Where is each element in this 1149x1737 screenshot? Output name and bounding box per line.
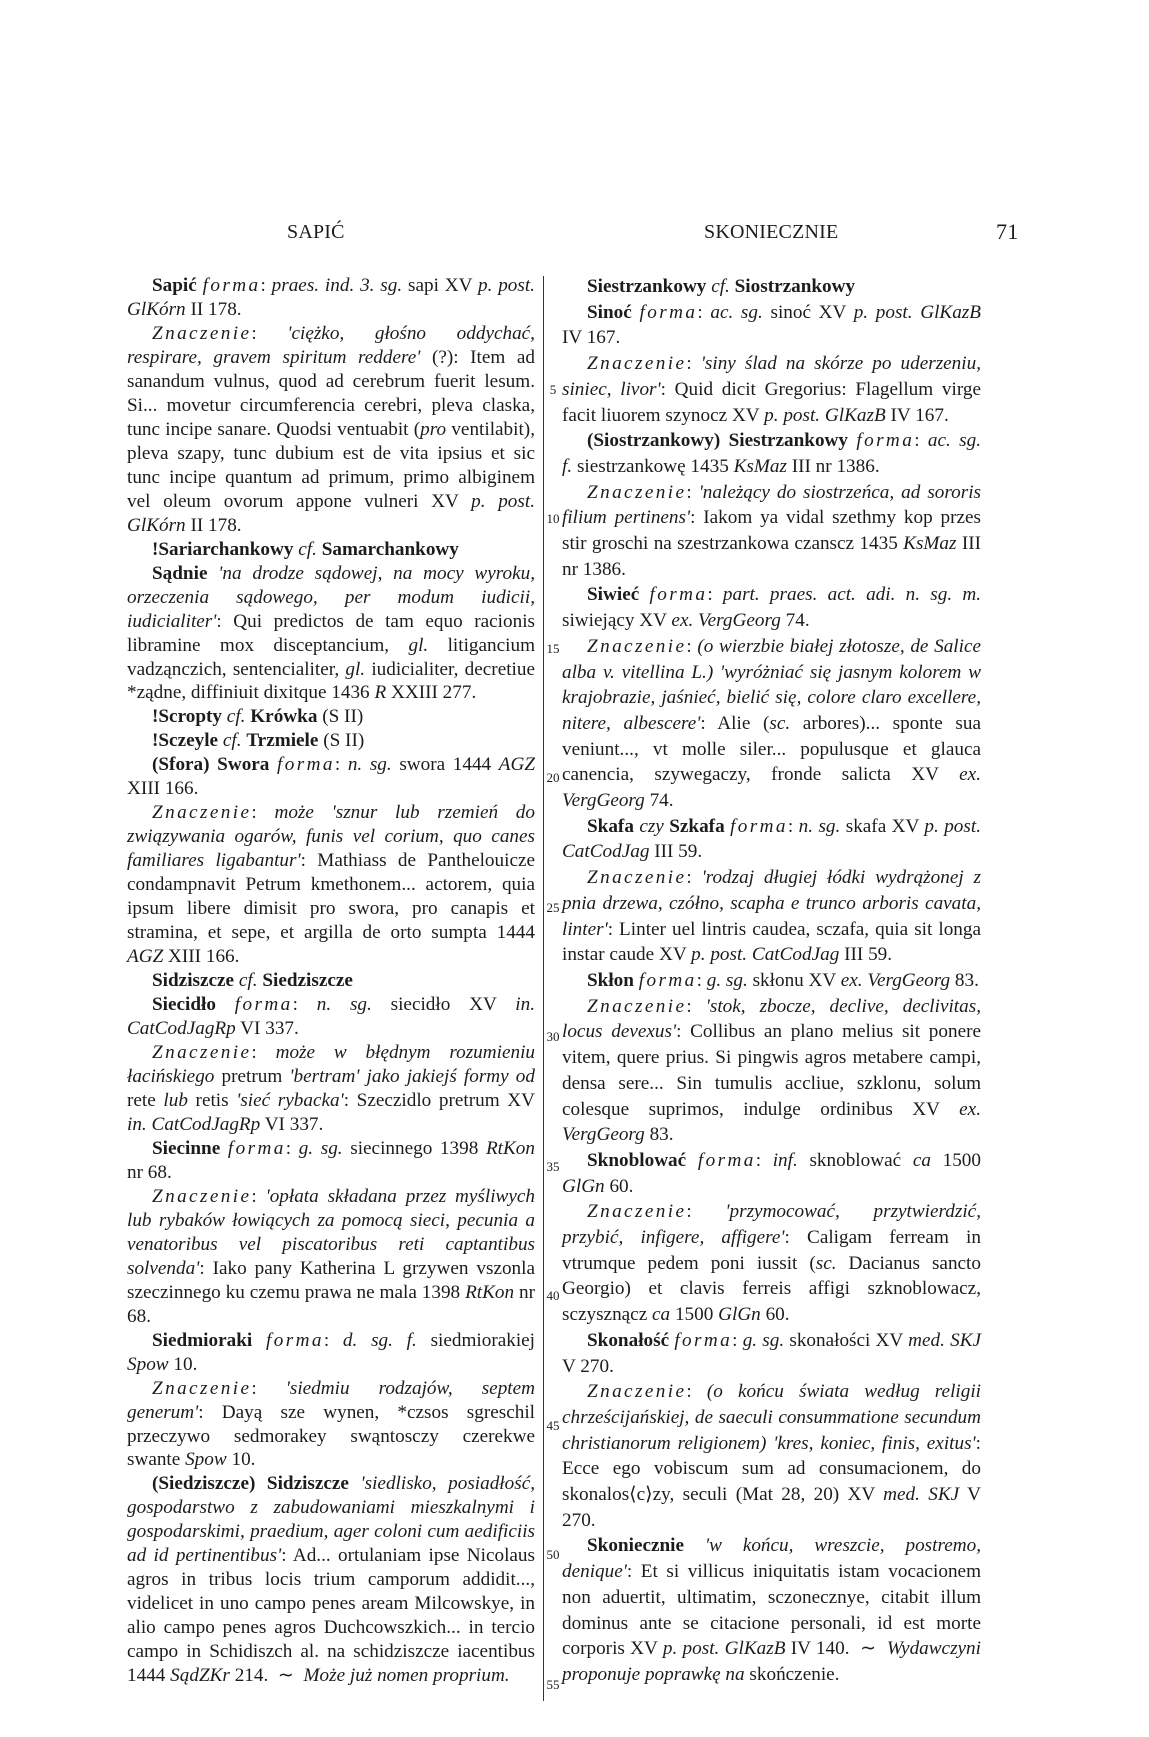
dictionary-entry: !Scropty cf. Krówka (S II): [152, 706, 364, 728]
dictionary-entry: (Siostrzankowy) Siestrzankowy forma: ac. sg. f. siestrzankowę 1435 KsMaz III nr 1386.: [562, 430, 981, 477]
line-number: 25: [546, 899, 560, 915]
dictionary-entry: !Sczeyle cf. Trzmiele (S II): [152, 730, 365, 752]
line-number: 20: [546, 770, 560, 786]
right-column: [562, 274, 981, 1688]
dictionary-entry: Sądnie 'na drodze sądowej, na mocy wyroku, orzeczenia sądowego, per modum iudicii, iudicialiter': Qui predictos de tam equo racionis libramine mox disceptancium, gl. litigancium vadząnczich, sentencialiter, gl. iudicialiter, decretiue *ządne, diffiniuit dixitque 1436 R XXIII 277.: [127, 562, 535, 704]
line-number: 55: [546, 1676, 560, 1692]
entry-meaning: Znaczenie: 'siedmiu rodzajów, septem generum': Dayą sze wynen, *czsos sgreschil przeczywo sedmorakey swąntosczy czerekwe swante Spow 10.: [127, 1377, 535, 1471]
dictionary-entry: Siestrzankowy cf. Siostrzankowy: [587, 276, 856, 297]
entry-meaning: Znaczenie: może 'sznur lub rzemień do związywania ogarów, funis vel corium, quo canes familiares ligabantur': Mathiass de Panthelouicze condampnavit Petrum kmethonem... actorem, quia ipsum libere dimisit pro swora, pro canapis et stramina, et sepe, et argilla de orto sumpta 1444 AGZ XIII 166.: [127, 802, 535, 968]
dictionary-entry: Skłon forma: g. sg. skłonu XV ex. VergGeorg 83.: [587, 969, 979, 991]
left-column: [127, 274, 535, 1688]
line-number: 15: [546, 640, 560, 656]
column-divider: [543, 276, 544, 1701]
dictionary-entry: Sidziszcze cf. Siedziszcze: [152, 970, 353, 992]
entry-meaning: Znaczenie: 'siny ślad na skórze po uderzeniu, siniec, livor': Quid dicit Gregorius: Flagellum virge facit liuorem szynocz XV p. post. GlKazB IV 167.: [562, 353, 981, 426]
dictionary-entry: (Sfora) Swora forma: n. sg. swora 1444 AGZ XIII 166.: [127, 754, 536, 800]
entry-meaning: Znaczenie: 'należący do siostrzeńca, ad sororis filium pertinens': Iakom ya vidal szethmy kop przes stir groschi na szestrzankowa czanscz 1435 KsMaz III nr 1386.: [562, 481, 981, 580]
entry-meaning: Znaczenie: może w błędnym rozumieniu łacińskiego pretrum 'bertram' jako jakiejś formy od rete lub retis 'sieć rybacka': Szeczidlo pretrum XV in. CatCodJagRp VI 337.: [127, 1042, 535, 1135]
line-number: 45: [546, 1417, 560, 1433]
line-number: 30: [546, 1029, 560, 1045]
dictionary-entry: (Siedziszcze) Sidziszcze 'siedlisko, posiadłość, gospodarstwo z zabudowaniami mieszkalnymi i gospodarskimi, praedium, ager coloni cum aedificiis ad id pertinentibus': Ad... ortulaniam ipse Nicolaus agros in tribus locis trium camporum addidit..., videlicet in uno campo penes aream Milcowskye, in alio campo penes agros Duchcowszkich... in tercio campo in Schidiszch al. na schidziszcze iacentibus 1444 SądZKr 214. ∼ Może już nomen proprium.: [127, 1473, 536, 1687]
line-number: 10: [546, 511, 560, 527]
entry-meaning: Znaczenie: 'przymocować, przytwierdzić, przybić, infigere, affigere': Caligam ferream in vtrumque pedem poni iussit (sc. Dacianus sancto Georgio) et clavis ferreis affigi szknoblowacz, sczysznącz ca 1500 GlGn 60.: [562, 1201, 981, 1326]
dictionary-entry: Siedmioraki forma: d. sg. f. siedmiorakiej Spow 10.: [127, 1329, 536, 1375]
dictionary-entry: Skonałość forma: g. sg. skonałości XV med. SKJ V 270.: [562, 1329, 982, 1377]
dictionary-entry: Skafa czy Szkafa forma: n. sg. skafa XV p. post. CatCodJag III 59.: [562, 815, 981, 863]
dictionary-entry: !Sariarchankowy cf. Samarchankowy: [152, 538, 459, 560]
entry-meaning: Znaczenie: (o wierzbie białej złotosze, de Salice alba v. vitellina L.) 'wyróżniać się jasnym kolorem w krajobrazie, jaśnieć, bielić się, colore claro excellere, nitere, albescere': Alie (sc. arbores)... sponte sua veniunt..., vt molle siler... populusque et glauca canencia, szywegaczy, fronde salicta XV ex. VergGeorg 74.: [562, 635, 981, 812]
dictionary-entry: Siwieć forma: part. praes. act. adi. n. sg. m. siwiejący XV ex. VergGeorg 74.: [562, 584, 982, 632]
dictionary-entry: Skoniecznie 'w końcu, wreszcie, postremo, denique': Et si villicus iniquitatis istam vocacionem non aduertit, ultimatim, sczonecznye, citabit illum dominus ante se citacione personali, id est morte corporis XV p. post. GlKazB IV 140. ∼ Wydawczyni proponuje poprawkę na skończenie.: [562, 1535, 981, 1685]
header-right-word: SKONIECZNIE: [704, 221, 839, 243]
page-number: 71: [996, 219, 1019, 244]
entry-meaning: Znaczenie: 'stok, zbocze, declive, declivitas, locus devexus': Collibus an plano melius sit ponere vitem, quere prius. Si pingwis agros metabere campi, densa sere... Sin tumulis accliue, szklonu, solum colesque suprimos, indulge ordinibus XV ex. VergGeorg 83.: [562, 995, 982, 1146]
dictionary-entry: Sknoblować forma: inf. sknoblować ca 1500 GlGn 60.: [562, 1149, 981, 1197]
dictionary-entry: Siecidło forma: n. sg. siecidło XV in. CatCodJagRp VI 337.: [127, 994, 536, 1040]
line-number: 40: [546, 1288, 560, 1304]
entry-meaning: Znaczenie: 'opłata składana przez myśliwych lub rybaków łowiących za pomocą sieci, pecunia a venatoribus vel piscatoribus reti captantibus solvenda': Iako pany Katherina L grzywen vszonla szeczinnego ku czemu prawa ne mala 1398 RtKon nr 68.: [127, 1185, 536, 1327]
entry-meaning: Znaczenie: 'ciężko, głośno oddychać, respirare, gravem spiritum reddere' (?): Item ad sanandum vulnus, quod ad cerebrum fuerit lesum. Si... movetur circumferencia cerebri, pleva claska, tunc incipe sanare. Quodsi ventuabit (pro ventilabit), pleva szapy, tunc dubium est de vita ipsius et sic tunc incipe quantum ad primum, primo albiginem vel oleum ovorum appone vulneri XV p. post. GlKórn II 178.: [127, 322, 535, 536]
entry-meaning: Znaczenie: (o końcu świata według religii chrześcijańskiej, de saeculi consummatione secundum christianorum religionem) 'kres, koniec, finis, exitus': Ecce ego vobiscum sum ad consumacionem, do skonalos⟨c⟩zy, seculi (Mat 28, 20) XV med. SKJ V 270.: [562, 1381, 981, 1531]
header-left-word: SAPIĆ: [287, 221, 345, 243]
dictionary-entry: Sapić forma: praes. ind. 3. sg. sapi XV p. post. GlKórn II 178.: [127, 275, 535, 320]
dictionary-entry: Sinoć forma: ac. sg. sinoć XV p. post. GlKazB IV 167.: [562, 301, 981, 349]
line-number: 35: [546, 1158, 560, 1174]
running-header: [0, 219, 1149, 249]
dictionary-entry: Siecinne forma: g. sg. siecinnego 1398 RtKon nr 68.: [127, 1137, 535, 1183]
line-number: 5: [549, 381, 557, 397]
line-number: 50: [546, 1547, 560, 1563]
entry-meaning: Znaczenie: 'rodzaj długiej łódki wydrążonej z pnia drzewa, czółno, scapha e trunco arboris cavata, linter': Linter uel lintris caudea, sczafa, quia sit longa instar caude XV p. post. CatCodJag III 59.: [562, 867, 981, 966]
